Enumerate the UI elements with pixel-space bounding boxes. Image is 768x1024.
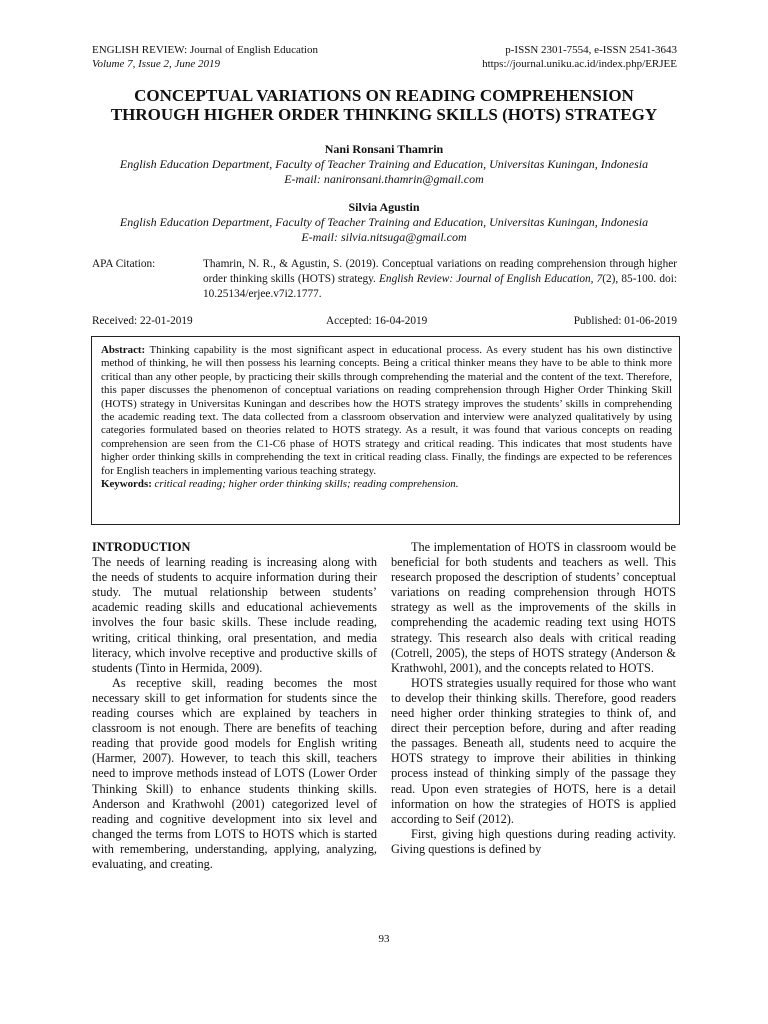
paragraph: The needs of learning reading is increasing along with the needs of students to acquire information during their study. The mutual relationship between students’ academic reading skills and educational achievements involves the four basic skills. These include reading, writing, critical thinking, oral presentation, and media literacy, which involve receptive and productive skills of students (Tinto in Hermida, 2009). [92,555,377,675]
paper-title [80,86,688,124]
abstract-text: Abstract: Thinking capability is the most significant aspect in educational process. As every student has his own distinctive method of thinking, he will then possess his learning concepts. Being a critical thinker means they have to be able to think more critical than any other people, by practicing their skills through comprehending the material and the content of the text. Therefore, this paper discusses the phenomenon of conceptual variations on reading comprehension through Higher Order Thinking Skill (HOTS) strategy in Universitas Kuningan and describes how the HOTS strategy improves the students’ skills in comprehending the academic reading text. The data collected from a classroom observation and interview were analyzed qualitatively by using categories formulated based on theories related to HOTS strategy. As a result, it was found that various concepts on reading comprehension are seen from the C1-C6 phase of HOTS strategy and critical reading. This indicates that most students have higher order thinking skills in comprehending the text in critical reading class. Finally, the findings are expected to be references for English teachers in implementing various teaching strategy. [101,344,672,477]
author-name: Silvia Agustin [348,200,420,214]
journal-name: ENGLISH REVIEW: Journal of English Education [92,44,318,56]
paper-title-line-1: CONCEPTUAL VARIATIONS ON READING COMPREHENSION [134,86,634,105]
keywords: Keywords: critical reading; higher order thinking skills; reading comprehension. [101,478,459,491]
journal-volume: Volume 7, Issue 2, June 2019 [92,58,221,70]
author-block-2 [80,200,688,245]
paragraph: The implementation of HOTS in classroom would be beneficial for both students and teachers as well. This research proposed the description of students’ conceptual variations on reading comprehension through HOTS strategy as well as the improvements of the skills in comprehending the academic reading text using HOTS strategy. This research also deals with critical reading (Cotrell, 2005), the steps of HOTS strategy (Anderson & Krathwohl, 2001), and the concepts related to HOTS. [391,540,676,675]
abstract-box [91,336,680,525]
page-number: 93 [378,933,390,945]
running-header-left [92,43,318,71]
author-affiliation: English Education Department, Faculty of Teacher Training and Education, Universitas Kuningan, Indonesia [119,215,649,229]
paragraph: First, giving high questions during reading activity. Giving questions is defined by [391,826,676,856]
author-block-1 [80,142,688,187]
apa-citation-text: Thamrin, N. R., & Agustin, S. (2019). Conceptual variations on reading comprehension through higher order thinking skills (HOTS) strategy. English Review: Journal of English Education, 7(2), 85-100. doi: 10.25134/erjee.v7i2.1777. [203,258,677,300]
body-column-left [92,540,377,872]
date-received: Received: 22-01-2019 [92,315,193,327]
author-affiliation: English Education Department, Faculty of Teacher Training and Education, Universitas Kuningan, Indonesia [119,157,649,171]
date-accepted: Accepted: 16-04-2019 [326,315,428,327]
author-email[interactable]: E-mail: nanironsani.thamrin@gmail.com [284,172,484,186]
author-name: Nani Ronsani Thamrin [324,142,444,156]
apa-citation-label: APA Citation: [92,258,156,270]
running-header-right [482,43,677,71]
paragraph: HOTS strategies usually required for those who want to develop their thinking skills. Therefore, good readers need higher order thinking strategies to think of, and direct their perception before, during and after reading the passages. Beneath all, students need to acquire the HOTS strategy to improve their abilities in thinking process instead of thinking simply of the passage they read. Upon even strategies of HOTS, here is a detail information on how the strategies of HOTS is applied according to Seif (2012). [391,675,676,826]
author-email[interactable]: E-mail: silvia.nitsuga@gmail.com [301,230,467,244]
journal-url[interactable]: https://journal.uniku.ac.id/index.php/ERJEE [482,58,677,70]
apa-citation [92,257,677,302]
paragraph: As receptive skill, reading becomes the most necessary skill to get information for students since the reading courses which are explained by teachers in classroom is not enough. There are benefits of teaching reading that provide good models for English writing (Harmer, 2007). However, to teach this skill, teachers need to improve methods instead of LOTS (Lower Order Thinking Skill) to enhance students thinking skills. Anderson and Krathwohl (2001) categorized level of reading and cognitive development into six level and changed the terms from LOTS to HOTS which is started with remembering, understanding, applying, analyzing, evaluating, and creating. [92,675,377,871]
paper-title-line-2: THROUGH HIGHER ORDER THINKING SKILLS (HOTS) STRATEGY [110,105,658,124]
section-heading-introduction: INTRODUCTION [92,540,191,554]
journal-issn: p-ISSN 2301-7554, e-ISSN 2541-3643 [505,44,677,56]
date-published: Published: 01-06-2019 [573,315,677,327]
body-column-right [391,540,676,857]
